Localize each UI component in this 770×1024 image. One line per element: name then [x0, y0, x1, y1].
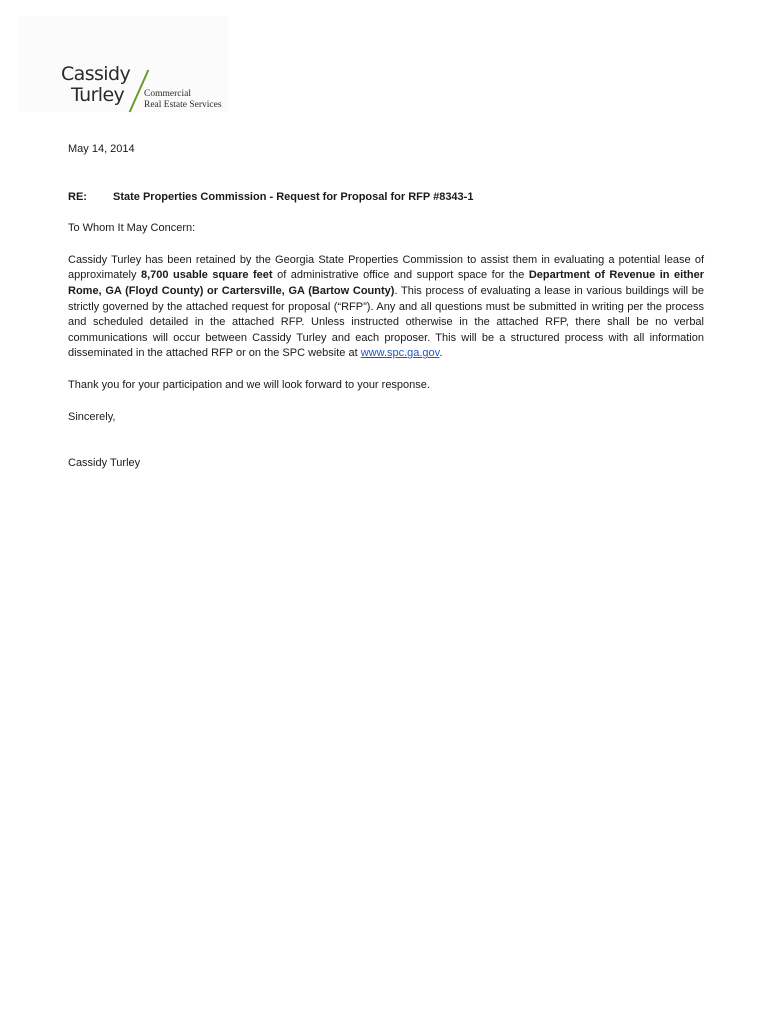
paragraph-text: of administrative office and support space for the [272, 269, 529, 282]
subject-text: State Properties Commission - Request for Proposal for RFP #8343-1 [113, 190, 474, 203]
paragraph-text: . [439, 347, 443, 360]
company-logo [18, 16, 228, 112]
logo-tagline-line-2: Real Estate Services [144, 99, 222, 110]
salutation: To Whom It May Concern: [68, 222, 196, 235]
logo-wordmark-line-2: Turley [71, 84, 125, 106]
subject-line [68, 190, 704, 206]
paragraph-text: Cassidy Turley has been retained by the Georgia State Properties Commission to assist them in evaluating a potential lease of approximately [68, 253, 704, 282]
paragraph-text: . This process of evaluating a lease in various buildings will be strictly governed by the attached request for proposal (“RFP”). Any and all questions must be submitted in writing per the process and scheduled detailed in the attached RFP. Unless instructed otherwise in the attached RFP, there shall be no verbal communications will occur between Cassidy Turley and each proposer. This will be a structured process with all information disseminated in the attached RFP or on the SPC website at [68, 284, 705, 360]
sign-off-signatory: Cassidy Turley [68, 457, 141, 470]
main-paragraph [68, 253, 704, 362]
letter-date: May 14, 2014 [68, 143, 135, 155]
logo-wordmark-line-1: Cassidy [61, 63, 131, 85]
logo-tagline [144, 89, 249, 110]
paragraph-bold-area: 8,700 usable square feet [141, 269, 273, 282]
logo-tagline-line-1: Commercial [144, 89, 191, 99]
sign-off-closing: Sincerely, [68, 410, 116, 423]
spc-website-link[interactable]: www.spc.ga.gov [360, 347, 440, 360]
thank-you-line: Thank you for your participation and we will look forward to your response. [68, 378, 430, 391]
paragraph-bold-department: Department of Revenue in either Rome, GA (Floyd County) or Cartersville, GA (Bartow County) [68, 269, 704, 297]
letter-body [68, 142, 704, 472]
subject-label: RE: [68, 190, 87, 203]
